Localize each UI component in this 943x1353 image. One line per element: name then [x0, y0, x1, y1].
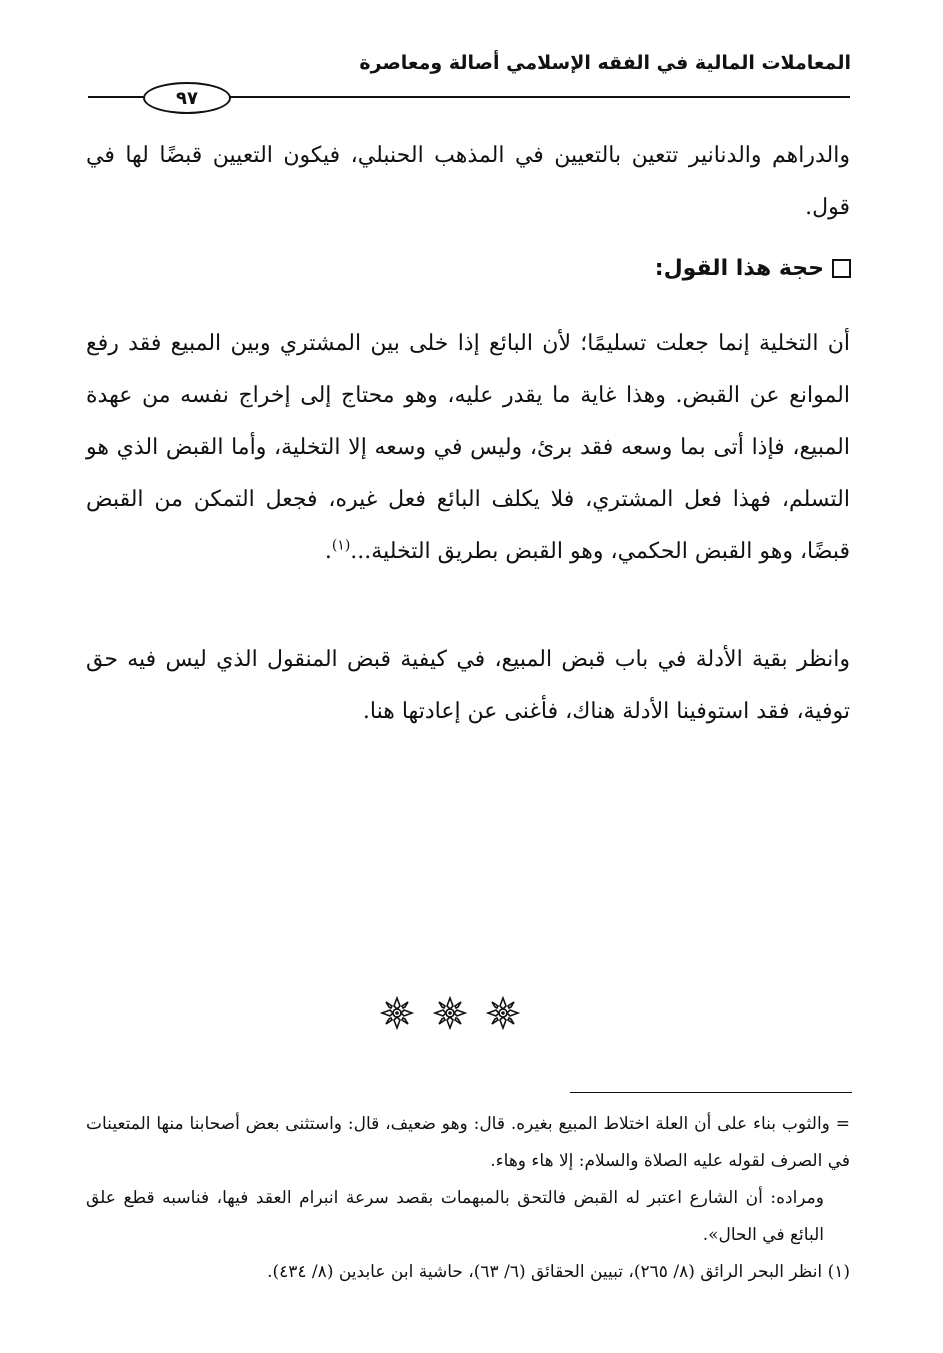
paragraph-2	[86, 318, 850, 578]
footnote-reference: (١)	[331, 537, 351, 554]
section-heading	[655, 256, 851, 281]
footnote-separator	[570, 1092, 852, 1093]
page-number: ٩٧	[143, 82, 231, 114]
footnote-continuation-1	[86, 1106, 850, 1180]
flower-ornament-icon	[433, 996, 467, 1030]
footnotes	[86, 1106, 850, 1291]
section-end-ornaments	[380, 996, 520, 1030]
section-heading-text: حجة هذا القول:	[654, 256, 824, 281]
flower-ornament-icon	[380, 996, 414, 1030]
running-header-title: المعاملات المالية في الفقه الإسلامي أصالة ومعاصرة	[359, 52, 851, 74]
footnote-1-text: انظر البحر الرائق (٨/ ٢٦٥)، تبيين الحقائق (٦/ ٦٣)، حاشية ابن عابدين (٨/ ٤٣٤).	[267, 1262, 823, 1282]
footnote-1-number: (١)	[827, 1262, 850, 1282]
flower-ornament-icon	[486, 996, 520, 1030]
footnote-continuation-2: ومراده: أن الشارع اعتبر له القبض فالتحق بالمبهمات بقصد سرعة انبرام العقد فيها، فناسبه قطع علق البائع في الحال».	[86, 1188, 824, 1245]
paragraph-2-end: .	[324, 539, 332, 564]
footnote-1	[86, 1254, 850, 1291]
paragraph-1: والدراهم والدنانير تتعين بالتعيين في المذهب الحنبلي، فيكون التعيين قبضًا لها في قول.	[86, 143, 850, 220]
square-bullet-icon	[832, 259, 851, 278]
paragraph-2-text: أن التخلية إنما جعلت تسليمًا؛ لأن البائع إذا خلى بين المشتري وبين المبيع فقد رفع الموانع عن القبض. وهذا غاية ما يقدر عليه، وهو محتاج إلى إخراج نفسه من عهدة المبيع، فإذا أتى بما وسعه فقد برئ، وليس في وسعه إلا التخلية، وأما القبض الذي هو التسلم، فهذا فعل المشتري، فلا يكلف البائع فعل غيره، فجعل التمكن من القبض قبضًا، وهو القبض الحكمي، وهو القبض بطريق التخلية...	[86, 331, 850, 564]
continuation-text-1: والثوب بناء على أن العلة اختلاط المبيع بغيره. قال: وهو ضعيف، قال: واستثنى بعض أصحابنا منها المتعينات في الصرف لقوله عليه الصلاة والسلام: إلا هاء وهاء.	[86, 1114, 850, 1171]
continuation-marker: =	[835, 1114, 850, 1134]
paragraph-3: وانظر بقية الأدلة في باب قبض المبيع، في كيفية قبض المنقول الذي ليس فيه حق توفية، فقد استوفينا الأدلة هناك، فأغنى عن إعادتها هنا.	[86, 647, 850, 724]
